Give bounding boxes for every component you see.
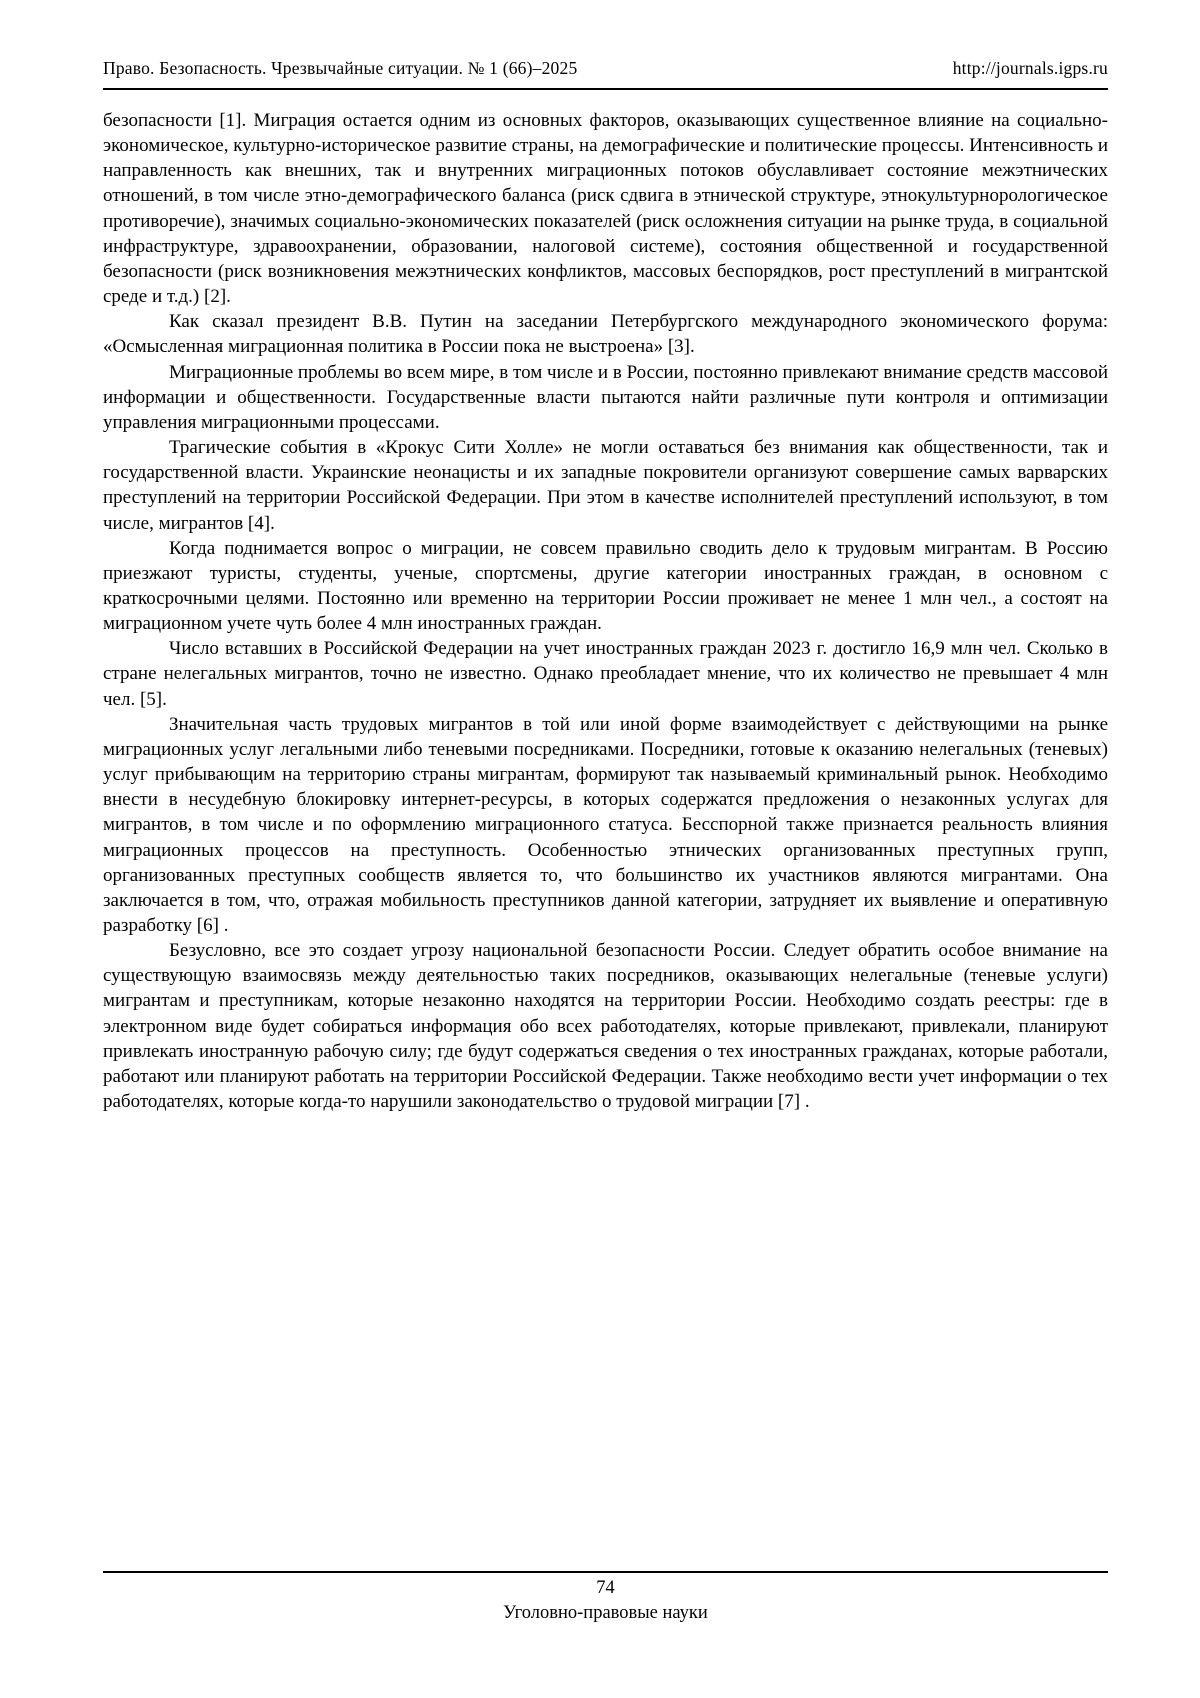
paragraph: Безусловно, все это создает угрозу национальной безопасности России. Следует обратить особое внимание на существующую взаимосвязь между деятельностью таких посредников, оказывающих нелегальные (теневые услуги) мигрантам и преступникам, которые незаконно находятся на территории России. Необходимо создать реестры: где в электронном виде будет собираться информация обо всех работодателях, которые привлекают, привлекали, планируют привлекать иностранную рабочую силу; где будут содержаться сведения о тех иностранных гражданах, которые работали, работают или планируют работать на территории Российской Федерации. Также необходимо вести учет информации о тех работодателях, которые когда-то нарушили законодательство о трудовой миграции [7] .: [103, 940, 1108, 1113]
paragraph: Миграционные проблемы во всем мире, в том числе и в России, постоянно привлекают внимание средств массовой информации и общественности. Государственные власти пытаются найти различные пути контроля и оптимизации управления миграционными процессами.: [103, 361, 1108, 433]
page-header: [103, 58, 1108, 90]
journal-url: http://journals.igps.ru: [952, 58, 1108, 78]
paragraph: Когда поднимается вопрос о миграции, не совсем правильно сводить дело к трудовым мигрантам. В Россию приезжают туристы, студенты, ученые, спортсмены, другие категории иностранных граждан, в основном с краткосрочными целями. Постоянно или временно на территории России проживает не менее 1 млн чел., а состоят на миграционном учете чуть более 4 млн иностранных граждан.: [103, 537, 1108, 635]
section-label: Уголовно-правовые науки: [503, 1603, 708, 1623]
page-footer: [103, 1571, 1108, 1626]
paragraph: Значительная часть трудовых мигрантов в той или иной форме взаимодействует с действующими на рынке миграционных услуг легальными либо теневыми посредниками. Посредники, готовые к оказанию нелегальных (теневых) услуг прибывающим на территорию страны мигрантам, формируют так называемый криминальный рынок. Необходимо внести в несудебную блокировку интернет-ресурсы, в которых содержатся предложения о незаконных услугах для мигрантов, в том числе и по оформлению миграционного статуса. Бесспорной также признается реальность влияния миграционных процессов на преступность. Особенностью этнических организованных преступных групп, организованных преступных сообществ является то, что большинство их участников являются мигрантами. Она заключается в том, что, отражая мобильность преступников данной категории, затрудняет их выявление и оперативную разработку [6] .: [103, 713, 1108, 936]
paragraph: Трагические события в «Крокус Сити Холле» не могли оставаться без внимания как общественности, так и государственной власти. Украинские неонацисты и их западные покровители организуют совершение самых варварских преступлений на территории Российской Федерации. При этом в качестве исполнителей преступлений используют, в том числе, мигрантов [4].: [103, 437, 1108, 534]
article-body: [103, 108, 1108, 1114]
journal-page: [103, 0, 1108, 1698]
journal-title: Право. Безопасность. Чрезвычайные ситуации. № 1 (66)–2025: [103, 58, 578, 78]
page-number: 74: [596, 1578, 615, 1598]
paragraph: безопасности [1]. Миграция остается одним из основных факторов, оказывающих существенное влияние на социально-экономическое, культурно-историческое развитие страны, на демографические и политические процессы. Интенсивность и направленность как внешних, так и внутренних миграционных потоков обуславливает состояние межэтнических отношений, в том числе этно-демографического баланса (риск сдвига в этнической структуре, этнокультурнорологическое противоречие), значимых социально-экономических показателей (риск осложнения ситуации на рынке труда, в социальной инфраструктуре, здравоохранении, образовании, налоговой системе), состояния общественной и государственной безопасности (риск возникновения межэтнических конфликтов, массовых беспорядков, рост преступлений в мигрантской среде и т.д.) [2].: [103, 110, 1108, 308]
paragraph: Как сказал президент В.В. Путин на заседании Петербургского международного экономического форума: «Осмысленная миграционная политика в России пока не выстроена» [3].: [103, 311, 1108, 358]
paragraph: Число вставших в Российской Федерации на учет иностранных граждан 2023 г. достигло 16,9 млн чел. Сколько в стране нелегальных мигрантов, точно не известно. Однако преобладает мнение, что их количество не превышает 4 млн чел. [5].: [103, 638, 1108, 710]
